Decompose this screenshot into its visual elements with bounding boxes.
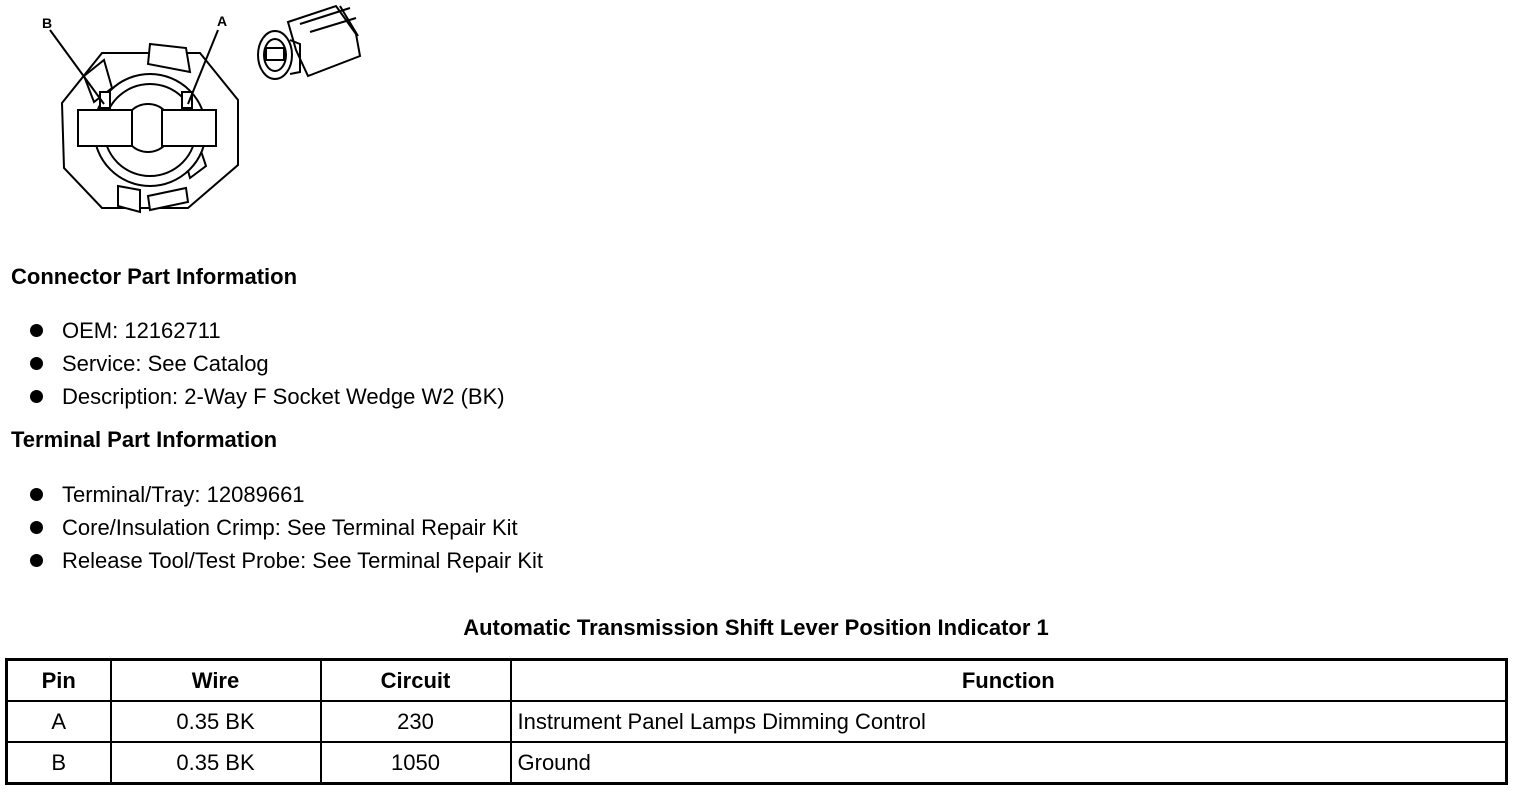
header-wire: Wire — [111, 660, 321, 702]
list-item-text: Release Tool/Test Probe: See Terminal Repair Kit — [62, 548, 543, 573]
connector-diagram — [0, 0, 380, 230]
terminal-info-heading: Terminal Part Information — [11, 427, 278, 452]
connector-side-view-icon — [258, 6, 360, 79]
list-item — [28, 511, 543, 544]
list-item-text: Terminal/Tray: 12089661 — [62, 482, 305, 507]
table-header-row — [7, 660, 1507, 702]
list-item — [28, 347, 505, 380]
pin-table — [5, 658, 1508, 785]
table-row — [7, 701, 1507, 742]
header-pin: Pin — [7, 660, 111, 702]
list-item — [28, 544, 543, 577]
connector-face-view-icon — [50, 30, 238, 212]
bullet-icon — [30, 324, 43, 337]
bullet-icon — [30, 390, 43, 403]
bullet-icon — [30, 488, 43, 501]
header-circuit: Circuit — [321, 660, 511, 702]
bullet-icon — [30, 521, 43, 534]
header-function: Function — [511, 660, 1507, 702]
table-title: Automatic Transmission Shift Lever Position Indicator 1 — [463, 615, 1049, 640]
connector-info-heading: Connector Part Information — [11, 264, 298, 289]
cell-function: Ground — [511, 742, 1507, 784]
list-item-text: Core/Insulation Crimp: See Terminal Repair Kit — [62, 515, 518, 540]
cell-pin: B — [7, 742, 111, 784]
list-item — [28, 314, 505, 347]
list-item-text: Description: 2-Way F Socket Wedge W2 (BK) — [62, 384, 505, 409]
table-row — [7, 742, 1507, 784]
list-item — [28, 478, 543, 511]
bullet-icon — [30, 357, 43, 370]
list-item-text: OEM: 12162711 — [62, 318, 221, 343]
pin-b-label: B — [42, 15, 53, 31]
bullet-icon — [30, 554, 43, 567]
cell-wire: 0.35 BK — [111, 742, 321, 784]
cell-pin: A — [7, 701, 111, 742]
pin-a-label: A — [217, 13, 228, 29]
cell-function: Instrument Panel Lamps Dimming Control — [511, 701, 1507, 742]
cell-wire: 0.35 BK — [111, 701, 321, 742]
list-item — [28, 380, 505, 413]
cell-circuit: 1050 — [321, 742, 511, 784]
connector-info-list — [28, 314, 505, 413]
list-item-text: Service: See Catalog — [62, 351, 269, 376]
cell-circuit: 230 — [321, 701, 511, 742]
terminal-info-list — [28, 478, 543, 577]
